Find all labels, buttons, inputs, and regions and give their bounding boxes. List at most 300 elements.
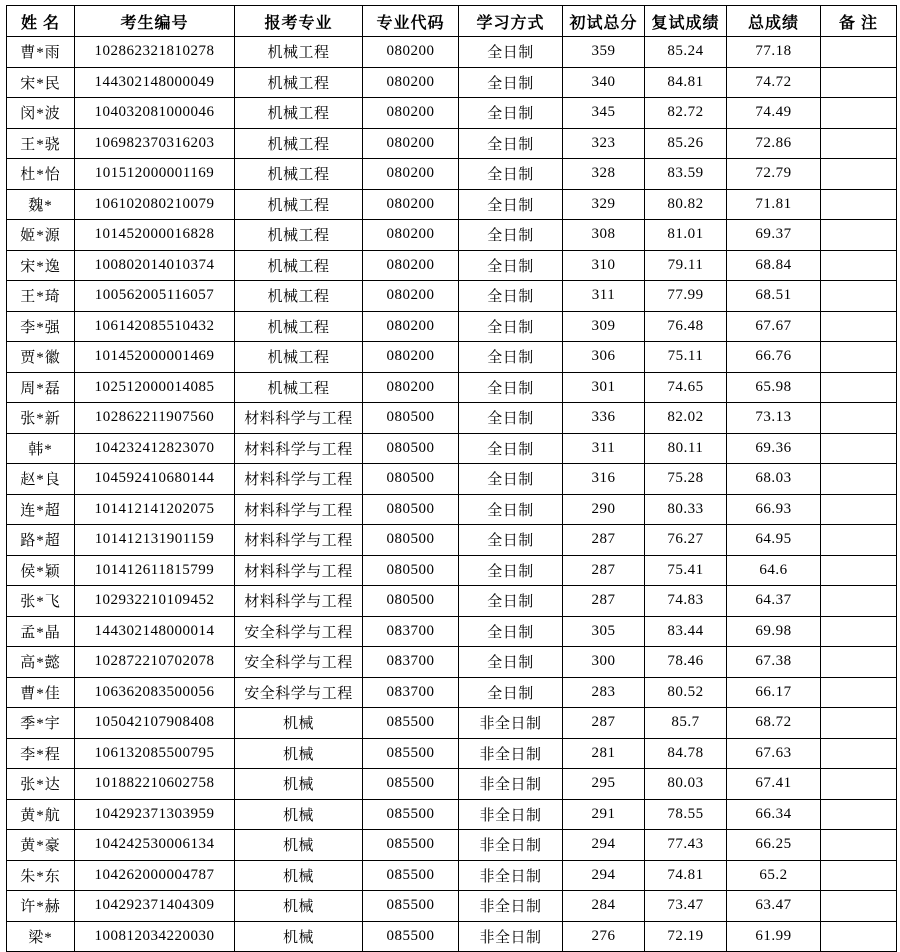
- cell-major-code: 083700: [363, 677, 459, 708]
- cell-major-code: 080200: [363, 250, 459, 281]
- cell-remark: [821, 250, 897, 281]
- cell-candidate-number: 106982370316203: [75, 128, 235, 159]
- table-row: [7, 281, 897, 312]
- cell-major: 安全科学与工程: [235, 677, 363, 708]
- cell-name: 韩*: [7, 433, 75, 464]
- cell-remark: [821, 891, 897, 922]
- cell-study-mode: 非全日制: [459, 891, 563, 922]
- cell-candidate-number: 102872210702078: [75, 647, 235, 678]
- cell-remark: [821, 586, 897, 617]
- cell-study-mode: 全日制: [459, 464, 563, 495]
- cell-candidate-number: 104032081000046: [75, 98, 235, 129]
- cell-initial-score: 294: [563, 830, 645, 861]
- cell-study-mode: 非全日制: [459, 921, 563, 952]
- cell-initial-score: 359: [563, 37, 645, 68]
- cell-remark: [821, 494, 897, 525]
- cell-candidate-number: 100562005116057: [75, 281, 235, 312]
- cell-candidate-number: 144302148000014: [75, 616, 235, 647]
- cell-remark: [821, 311, 897, 342]
- cell-study-mode: 全日制: [459, 281, 563, 312]
- cell-major: 机械: [235, 708, 363, 739]
- cell-remark: [821, 220, 897, 251]
- cell-retest-score: 74.81: [645, 860, 727, 891]
- table-row: [7, 647, 897, 678]
- cell-initial-score: 311: [563, 281, 645, 312]
- cell-name: 周*磊: [7, 372, 75, 403]
- cell-remark: [821, 342, 897, 373]
- cell-remark: [821, 403, 897, 434]
- column-header-major-code: 专业代码: [363, 6, 459, 37]
- cell-final-score: 61.99: [727, 921, 821, 952]
- cell-name: 黄*豪: [7, 830, 75, 861]
- cell-retest-score: 85.26: [645, 128, 727, 159]
- cell-study-mode: 全日制: [459, 342, 563, 373]
- cell-initial-score: 340: [563, 67, 645, 98]
- table-row: [7, 677, 897, 708]
- column-header-study-mode: 学习方式: [459, 6, 563, 37]
- cell-candidate-number: 104232412823070: [75, 433, 235, 464]
- cell-name: 宋*民: [7, 67, 75, 98]
- cell-final-score: 68.51: [727, 281, 821, 312]
- cell-retest-score: 84.81: [645, 67, 727, 98]
- column-header-retest-score: 复试成绩: [645, 6, 727, 37]
- cell-remark: [821, 37, 897, 68]
- cell-major: 安全科学与工程: [235, 616, 363, 647]
- table-row: [7, 708, 897, 739]
- cell-study-mode: 全日制: [459, 525, 563, 556]
- cell-retest-score: 80.52: [645, 677, 727, 708]
- cell-candidate-number: 106362083500056: [75, 677, 235, 708]
- cell-candidate-number: 101882210602758: [75, 769, 235, 800]
- cell-final-score: 66.93: [727, 494, 821, 525]
- cell-initial-score: 345: [563, 98, 645, 129]
- cell-major: 机械工程: [235, 37, 363, 68]
- cell-remark: [821, 921, 897, 952]
- cell-remark: [821, 799, 897, 830]
- cell-study-mode: 全日制: [459, 220, 563, 251]
- cell-major-code: 080500: [363, 433, 459, 464]
- cell-name: 路*超: [7, 525, 75, 556]
- cell-initial-score: 329: [563, 189, 645, 220]
- cell-study-mode: 全日制: [459, 128, 563, 159]
- cell-major-code: 085500: [363, 708, 459, 739]
- cell-initial-score: 287: [563, 708, 645, 739]
- cell-retest-score: 77.99: [645, 281, 727, 312]
- cell-major: 机械: [235, 769, 363, 800]
- cell-major: 机械工程: [235, 98, 363, 129]
- cell-major-code: 083700: [363, 616, 459, 647]
- cell-candidate-number: 104292371303959: [75, 799, 235, 830]
- cell-final-score: 68.84: [727, 250, 821, 281]
- cell-study-mode: 非全日制: [459, 830, 563, 861]
- cell-remark: [821, 647, 897, 678]
- cell-initial-score: 323: [563, 128, 645, 159]
- cell-retest-score: 81.01: [645, 220, 727, 251]
- cell-study-mode: 全日制: [459, 677, 563, 708]
- cell-initial-score: 284: [563, 891, 645, 922]
- cell-name: 季*宇: [7, 708, 75, 739]
- cell-candidate-number: 102862211907560: [75, 403, 235, 434]
- cell-initial-score: 300: [563, 647, 645, 678]
- cell-retest-score: 80.03: [645, 769, 727, 800]
- cell-initial-score: 310: [563, 250, 645, 281]
- cell-final-score: 66.76: [727, 342, 821, 373]
- cell-study-mode: 全日制: [459, 494, 563, 525]
- cell-name: 杜*怡: [7, 159, 75, 190]
- cell-retest-score: 83.59: [645, 159, 727, 190]
- cell-final-score: 67.41: [727, 769, 821, 800]
- cell-major: 机械: [235, 891, 363, 922]
- cell-study-mode: 非全日制: [459, 799, 563, 830]
- cell-study-mode: 非全日制: [459, 769, 563, 800]
- cell-retest-score: 84.78: [645, 738, 727, 769]
- cell-candidate-number: 106102080210079: [75, 189, 235, 220]
- cell-final-score: 68.72: [727, 708, 821, 739]
- cell-initial-score: 308: [563, 220, 645, 251]
- cell-remark: [821, 433, 897, 464]
- cell-name: 张*达: [7, 769, 75, 800]
- cell-name: 贾*徽: [7, 342, 75, 373]
- cell-remark: [821, 372, 897, 403]
- cell-major-code: 080200: [363, 189, 459, 220]
- cell-name: 姬*源: [7, 220, 75, 251]
- cell-name: 王*骁: [7, 128, 75, 159]
- table-row: [7, 372, 897, 403]
- cell-major-code: 080200: [363, 37, 459, 68]
- cell-candidate-number: 102932210109452: [75, 586, 235, 617]
- cell-retest-score: 85.24: [645, 37, 727, 68]
- cell-study-mode: 非全日制: [459, 860, 563, 891]
- cell-major: 材料科学与工程: [235, 525, 363, 556]
- cell-study-mode: 全日制: [459, 311, 563, 342]
- cell-major-code: 080500: [363, 403, 459, 434]
- cell-major: 机械: [235, 860, 363, 891]
- cell-major-code: 080500: [363, 464, 459, 495]
- cell-study-mode: 非全日制: [459, 738, 563, 769]
- cell-major-code: 080200: [363, 98, 459, 129]
- cell-final-score: 65.2: [727, 860, 821, 891]
- cell-name: 孟*晶: [7, 616, 75, 647]
- cell-name: 张*新: [7, 403, 75, 434]
- cell-name: 黄*航: [7, 799, 75, 830]
- cell-final-score: 66.17: [727, 677, 821, 708]
- cell-name: 侯*颖: [7, 555, 75, 586]
- cell-remark: [821, 830, 897, 861]
- cell-initial-score: 283: [563, 677, 645, 708]
- cell-study-mode: 全日制: [459, 555, 563, 586]
- cell-initial-score: 276: [563, 921, 645, 952]
- cell-major: 机械工程: [235, 159, 363, 190]
- cell-remark: [821, 555, 897, 586]
- table-row: [7, 921, 897, 952]
- table-row: [7, 67, 897, 98]
- table-row: [7, 159, 897, 190]
- cell-study-mode: 全日制: [459, 37, 563, 68]
- cell-name: 高*懿: [7, 647, 75, 678]
- cell-major-code: 085500: [363, 738, 459, 769]
- cell-final-score: 71.81: [727, 189, 821, 220]
- cell-initial-score: 291: [563, 799, 645, 830]
- cell-study-mode: 全日制: [459, 586, 563, 617]
- table-row: [7, 403, 897, 434]
- cell-name: 曹*雨: [7, 37, 75, 68]
- cell-final-score: 69.98: [727, 616, 821, 647]
- cell-initial-score: 287: [563, 586, 645, 617]
- cell-study-mode: 全日制: [459, 647, 563, 678]
- cell-final-score: 65.98: [727, 372, 821, 403]
- cell-final-score: 67.67: [727, 311, 821, 342]
- cell-major-code: 080200: [363, 159, 459, 190]
- cell-remark: [821, 98, 897, 129]
- cell-initial-score: 281: [563, 738, 645, 769]
- cell-candidate-number: 102512000014085: [75, 372, 235, 403]
- cell-remark: [821, 860, 897, 891]
- cell-initial-score: 295: [563, 769, 645, 800]
- cell-major-code: 080200: [363, 281, 459, 312]
- cell-name: 许*赫: [7, 891, 75, 922]
- table-row: [7, 250, 897, 281]
- column-header-major: 报考专业: [235, 6, 363, 37]
- cell-name: 李*程: [7, 738, 75, 769]
- cell-initial-score: 311: [563, 433, 645, 464]
- cell-name: 曹*佳: [7, 677, 75, 708]
- cell-major: 机械工程: [235, 372, 363, 403]
- cell-retest-score: 75.28: [645, 464, 727, 495]
- cell-final-score: 64.6: [727, 555, 821, 586]
- cell-candidate-number: 105042107908408: [75, 708, 235, 739]
- cell-retest-score: 76.27: [645, 525, 727, 556]
- cell-retest-score: 72.19: [645, 921, 727, 952]
- cell-candidate-number: 104592410680144: [75, 464, 235, 495]
- cell-initial-score: 294: [563, 860, 645, 891]
- cell-remark: [821, 738, 897, 769]
- cell-retest-score: 82.02: [645, 403, 727, 434]
- table-row: [7, 128, 897, 159]
- cell-retest-score: 74.65: [645, 372, 727, 403]
- cell-major: 机械工程: [235, 220, 363, 251]
- cell-candidate-number: 101412131901159: [75, 525, 235, 556]
- cell-major: 机械工程: [235, 250, 363, 281]
- cell-major-code: 080500: [363, 586, 459, 617]
- cell-candidate-number: 104262000004787: [75, 860, 235, 891]
- cell-major: 机械工程: [235, 281, 363, 312]
- cell-retest-score: 80.11: [645, 433, 727, 464]
- cell-candidate-number: 106142085510432: [75, 311, 235, 342]
- table-row: [7, 342, 897, 373]
- cell-final-score: 77.18: [727, 37, 821, 68]
- cell-major: 机械工程: [235, 342, 363, 373]
- table-row: [7, 860, 897, 891]
- cell-initial-score: 328: [563, 159, 645, 190]
- cell-major: 机械工程: [235, 128, 363, 159]
- cell-candidate-number: 101412141202075: [75, 494, 235, 525]
- cell-retest-score: 83.44: [645, 616, 727, 647]
- cell-initial-score: 309: [563, 311, 645, 342]
- cell-remark: [821, 616, 897, 647]
- cell-name: 朱*东: [7, 860, 75, 891]
- cell-retest-score: 78.55: [645, 799, 727, 830]
- cell-retest-score: 82.72: [645, 98, 727, 129]
- cell-major-code: 085500: [363, 860, 459, 891]
- table-row: [7, 525, 897, 556]
- cell-retest-score: 85.7: [645, 708, 727, 739]
- cell-name: 闵*波: [7, 98, 75, 129]
- column-header-initial-score: 初试总分: [563, 6, 645, 37]
- table-row: [7, 555, 897, 586]
- cell-remark: [821, 281, 897, 312]
- cell-major: 材料科学与工程: [235, 555, 363, 586]
- cell-name: 李*强: [7, 311, 75, 342]
- cell-study-mode: 全日制: [459, 189, 563, 220]
- cell-candidate-number: 100802014010374: [75, 250, 235, 281]
- cell-candidate-number: 101512000001169: [75, 159, 235, 190]
- column-header-remark: 备 注: [821, 6, 897, 37]
- cell-remark: [821, 67, 897, 98]
- cell-initial-score: 287: [563, 555, 645, 586]
- table-row: [7, 586, 897, 617]
- cell-final-score: 73.13: [727, 403, 821, 434]
- cell-name: 梁*: [7, 921, 75, 952]
- cell-remark: [821, 708, 897, 739]
- table-row: [7, 311, 897, 342]
- cell-major-code: 080200: [363, 128, 459, 159]
- cell-study-mode: 全日制: [459, 372, 563, 403]
- cell-major-code: 080200: [363, 342, 459, 373]
- cell-final-score: 66.34: [727, 799, 821, 830]
- admission-results-table: [6, 5, 897, 952]
- cell-candidate-number: 101412611815799: [75, 555, 235, 586]
- cell-major: 机械工程: [235, 67, 363, 98]
- table-row: [7, 891, 897, 922]
- table-row: [7, 189, 897, 220]
- cell-retest-score: 75.11: [645, 342, 727, 373]
- cell-major-code: 080200: [363, 220, 459, 251]
- cell-initial-score: 287: [563, 525, 645, 556]
- cell-final-score: 67.38: [727, 647, 821, 678]
- cell-retest-score: 75.41: [645, 555, 727, 586]
- cell-major: 材料科学与工程: [235, 403, 363, 434]
- cell-initial-score: 290: [563, 494, 645, 525]
- cell-retest-score: 78.46: [645, 647, 727, 678]
- table-row: [7, 769, 897, 800]
- cell-final-score: 66.25: [727, 830, 821, 861]
- cell-remark: [821, 189, 897, 220]
- cell-retest-score: 80.33: [645, 494, 727, 525]
- cell-initial-score: 336: [563, 403, 645, 434]
- cell-major-code: 080500: [363, 494, 459, 525]
- cell-initial-score: 301: [563, 372, 645, 403]
- column-header-candidate-number: 考生编号: [75, 6, 235, 37]
- cell-name: 张*飞: [7, 586, 75, 617]
- table-body: [7, 37, 897, 952]
- cell-candidate-number: 101452000001469: [75, 342, 235, 373]
- cell-remark: [821, 159, 897, 190]
- cell-candidate-number: 104292371404309: [75, 891, 235, 922]
- cell-major: 材料科学与工程: [235, 494, 363, 525]
- cell-study-mode: 全日制: [459, 433, 563, 464]
- cell-major: 机械: [235, 830, 363, 861]
- cell-major-code: 085500: [363, 891, 459, 922]
- cell-study-mode: 全日制: [459, 616, 563, 647]
- cell-study-mode: 全日制: [459, 250, 563, 281]
- table-row: [7, 98, 897, 129]
- cell-major-code: 085500: [363, 830, 459, 861]
- cell-major: 机械: [235, 799, 363, 830]
- cell-candidate-number: 144302148000049: [75, 67, 235, 98]
- column-header-final-score: 总成绩: [727, 6, 821, 37]
- cell-final-score: 74.72: [727, 67, 821, 98]
- cell-final-score: 72.79: [727, 159, 821, 190]
- table-row: [7, 37, 897, 68]
- cell-major: 机械工程: [235, 189, 363, 220]
- cell-study-mode: 全日制: [459, 67, 563, 98]
- cell-major-code: 080500: [363, 525, 459, 556]
- cell-final-score: 69.36: [727, 433, 821, 464]
- cell-study-mode: 全日制: [459, 403, 563, 434]
- cell-final-score: 63.47: [727, 891, 821, 922]
- cell-remark: [821, 464, 897, 495]
- column-header-name: 姓 名: [7, 6, 75, 37]
- cell-major: 机械工程: [235, 311, 363, 342]
- cell-candidate-number: 104242530006134: [75, 830, 235, 861]
- table-header-row: [7, 6, 897, 37]
- cell-study-mode: 全日制: [459, 98, 563, 129]
- table-row: [7, 830, 897, 861]
- cell-name: 魏*: [7, 189, 75, 220]
- cell-major: 材料科学与工程: [235, 586, 363, 617]
- cell-major-code: 080200: [363, 67, 459, 98]
- cell-remark: [821, 677, 897, 708]
- cell-final-score: 68.03: [727, 464, 821, 495]
- cell-final-score: 74.49: [727, 98, 821, 129]
- cell-name: 王*琦: [7, 281, 75, 312]
- table-row: [7, 799, 897, 830]
- cell-final-score: 64.37: [727, 586, 821, 617]
- cell-candidate-number: 100812034220030: [75, 921, 235, 952]
- table-row: [7, 738, 897, 769]
- table-row: [7, 220, 897, 251]
- table-row: [7, 616, 897, 647]
- table-row: [7, 494, 897, 525]
- cell-final-score: 67.63: [727, 738, 821, 769]
- cell-retest-score: 77.43: [645, 830, 727, 861]
- cell-remark: [821, 769, 897, 800]
- cell-retest-score: 80.82: [645, 189, 727, 220]
- table-row: [7, 433, 897, 464]
- cell-name: 连*超: [7, 494, 75, 525]
- cell-final-score: 64.95: [727, 525, 821, 556]
- cell-retest-score: 73.47: [645, 891, 727, 922]
- cell-major: 机械: [235, 738, 363, 769]
- cell-name: 赵*良: [7, 464, 75, 495]
- cell-study-mode: 非全日制: [459, 708, 563, 739]
- cell-candidate-number: 102862321810278: [75, 37, 235, 68]
- cell-major-code: 080500: [363, 555, 459, 586]
- cell-initial-score: 306: [563, 342, 645, 373]
- table-row: [7, 464, 897, 495]
- cell-major-code: 085500: [363, 921, 459, 952]
- cell-major-code: 083700: [363, 647, 459, 678]
- cell-major-code: 085500: [363, 799, 459, 830]
- cell-remark: [821, 128, 897, 159]
- cell-major-code: 085500: [363, 769, 459, 800]
- cell-retest-score: 74.83: [645, 586, 727, 617]
- cell-major-code: 080200: [363, 372, 459, 403]
- cell-candidate-number: 106132085500795: [75, 738, 235, 769]
- cell-initial-score: 305: [563, 616, 645, 647]
- cell-name: 宋*逸: [7, 250, 75, 281]
- cell-final-score: 69.37: [727, 220, 821, 251]
